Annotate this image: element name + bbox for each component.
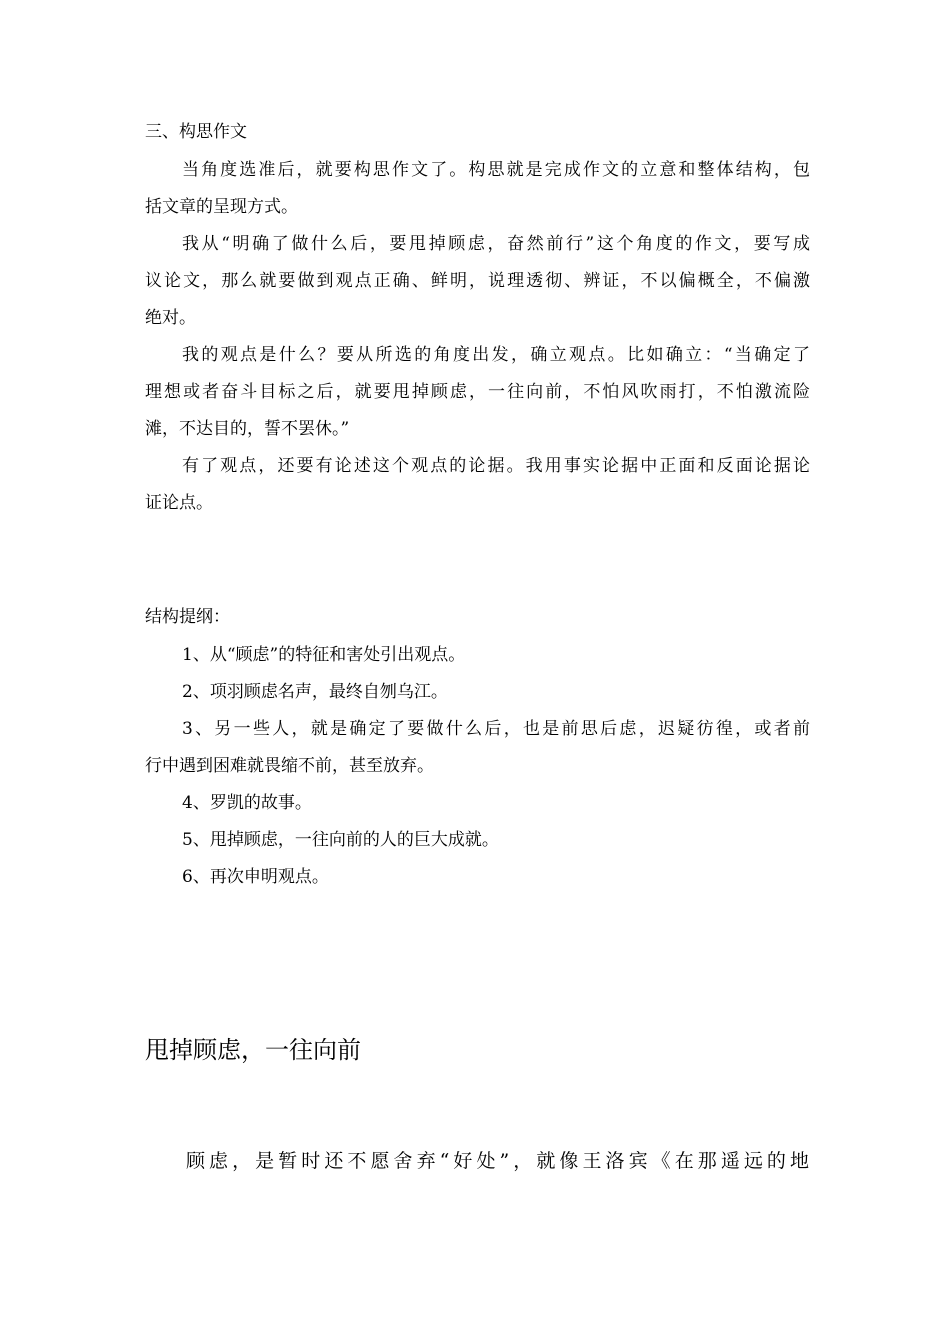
- paragraph-line: 当角度选准后，就要构思作文了。构思就是完成作文的立意和整体结构，包: [182, 160, 810, 180]
- list-item: 1、从“顾虑”的特征和害处引出观点。: [182, 645, 466, 665]
- essay-first-line: 顾虑，是暂时还不愿舍弃“好处”，就像王洛宾《在那遥远的地: [186, 1150, 810, 1172]
- paragraph-line: 括文章的呈现方式。: [145, 197, 298, 217]
- structure-heading: 结构提纲：: [145, 607, 230, 627]
- section-heading: 三、构思作文: [145, 122, 247, 142]
- list-item: 6、再次申明观点。: [182, 867, 329, 887]
- paragraph-line: 理想或者奋斗目标之后，就要甩掉顾虑，一往向前，不怕风吹雨打，不怕激流险: [145, 382, 810, 402]
- essay-title: 甩掉顾虑，一往向前: [145, 1036, 361, 1064]
- list-item: 5、甩掉顾虑，一往向前的人的巨大成就。: [182, 830, 499, 850]
- paragraph-line: 我的观点是什么？要从所选的角度出发，确立观点。比如确立：“当确定了: [182, 345, 810, 365]
- list-item: 2、项羽顾虑名声，最终自刎乌江。: [182, 682, 448, 702]
- paragraph-line: 绝对。: [145, 308, 196, 328]
- list-item-continuation: 行中遇到困难就畏缩不前，甚至放弃。: [145, 756, 434, 776]
- paragraph-line: 证论点。: [145, 493, 213, 513]
- paragraph-line: 我从“明确了做什么后，要甩掉顾虑，奋然前行”这个角度的作文，要写成: [182, 234, 810, 254]
- list-item: 3、另一些人，就是确定了要做什么后，也是前思后虑，迟疑彷徨，或者前: [182, 719, 810, 739]
- list-item: 4、罗凯的故事。: [182, 793, 312, 813]
- paragraph-line: 议论文，那么就要做到观点正确、鲜明，说理透彻、辨证，不以偏概全，不偏激: [145, 271, 810, 291]
- paragraph-line: 滩，不达目的，誓不罢休。”: [145, 419, 350, 439]
- paragraph-line: 有了观点，还要有论述这个观点的论据。我用事实论据中正面和反面论据论: [182, 456, 810, 476]
